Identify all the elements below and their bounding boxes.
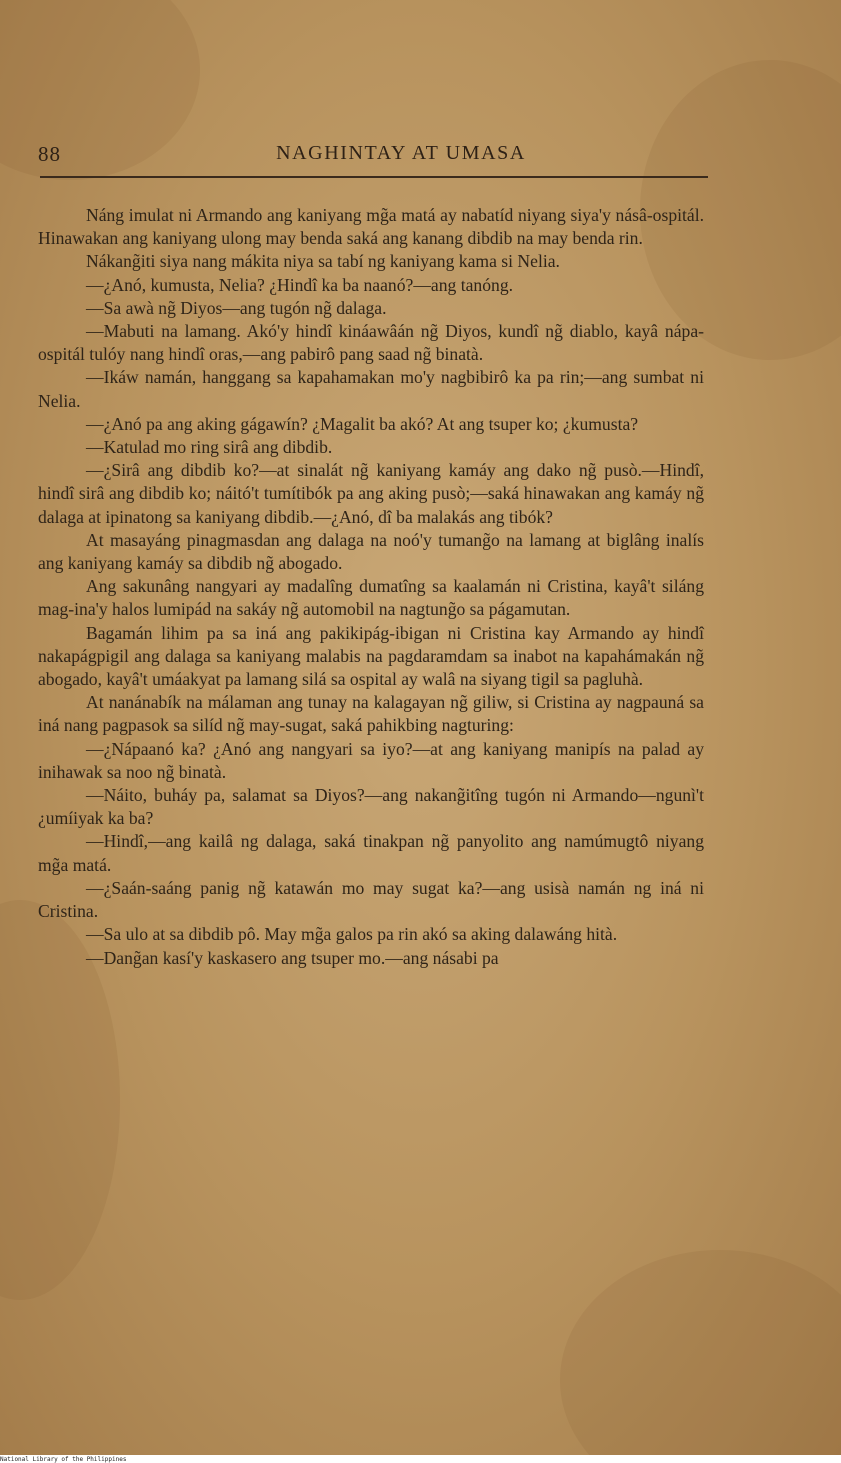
paragraph: —Sa awà ng̃ Diyos—ang tugón ng̃ dalaga. — [86, 297, 387, 318]
paragraph: —Mabuti na lamang. Akó'y hindî kináawâán ng̃ Diyos, kundî ng̃ diablo, kayâ nápa-ospitál tulóy nang hindî oras,—ang pabirô pang saad ng̃ binatà. — [38, 321, 704, 365]
page-header — [36, 140, 706, 170]
body-text — [38, 204, 704, 970]
paragraph: —¿Sirâ ang dibdib ko?—at sinalát ng̃ kaniyang kamáy ang dako ng̃ pusò.—Hindî, hindî sirâ ang dibdib ko; náitó't tumítibók pa ang aking pusò;—saká hinawakan ang kamáy ng̃ dalaga at ipinatong sa kaniyang dibdib.—¿Anó, dî ba malakás ang tibók? — [38, 460, 704, 527]
paragraph: —Katulad mo ring sirâ ang dibdib. — [86, 437, 333, 458]
header-rule — [40, 176, 708, 178]
paragraph: Bagamán lihim pa sa iná ang pakikipág-ibigan ni Cristina kay Armando ay hindî nakapágpigil ang dalaga sa kaniyang malabis na pagdaramdam sa inabot na kapahámakán ng̃ abogado, kayâ't umáakyat pa lamang silá sa ospital ay walâ na siyang tigil sa pagluhà. — [38, 622, 704, 690]
running-title: NAGHINTAY AT UMASA — [276, 142, 526, 164]
page-number: 88 — [38, 142, 61, 166]
paper-stain — [560, 1250, 841, 1455]
paragraph: At masayáng pinagmasdan ang dalaga na noó'y tumang̃o na lamang at biglâng inalís ang kaniyang kamáy sa dibdib ng̃ abogado. — [38, 529, 704, 574]
paragraph: —Náito, buháy pa, salamat sa Diyos?—ang nakang̃itîng tugón ni Armando—ngunì't ¿umíiyak ka ba? — [38, 785, 704, 829]
paragraph: —¿Anó pa ang aking gágawín? ¿Magalit ba akó? At ang tsuper ko; ¿kumusta? — [86, 413, 639, 434]
paragraph: —Sa ulo at sa dibdib pô. May mg̃a galos pa rin akó sa aking dalawáng hità. — [86, 924, 618, 945]
paragraph: Náng imulat ni Armando ang kaniyang mg̃a matá ay nabatíd niyang siya'y násâ-ospitál. Hinawakan ang kaniyang ulong may benda saká ang kanang dibdib na may benda rin. — [38, 205, 704, 249]
paragraph: —¿Nápaanó ka? ¿Anó ang nangyari sa iyo?—at ang kaniyang manipís na palad ay inihawak sa noo ng̃ binatà. — [38, 738, 704, 782]
paragraph: Nákang̃iti siya nang mákita niya sa tabí ng kaniyang kama si Nelia. — [86, 251, 560, 272]
paragraph: —¿Saán-saáng panig ng̃ katawán mo may sugat ka?—ang usisà namán ng iná ni Cristina. — [38, 877, 704, 922]
paragraph: —Dang̃an kasí'y kaskasero ang tsuper mo.—ang násabi pa — [86, 947, 499, 968]
paragraph: At nanánabík na málaman ang tunay na kalagayan ng̃ giliw, si Cristina ay nagpauná sa iná nang pagpasok sa silíd ng̃ may-sugat, saká pahikbing nagturing: — [38, 692, 704, 736]
paragraph: —Hindî,—ang kailâ ng dalaga, saká tinakpan ng̃ panyolito ang namúmugtô niyang mg̃a matá. — [38, 831, 704, 875]
paragraph: —Ikáw namán, hanggang sa kapahamakan mo'y nagbibirô ka pa rin;—ang sumbat ni Nelia. — [38, 367, 704, 411]
footer-credit: National Library of the Philippines — [0, 1456, 127, 1463]
paragraph: —¿Anó, kumusta, Nelia? ¿Hindî ka ba naanó?—ang tanóng. — [86, 274, 514, 295]
paragraph: Ang sakunâng nangyari ay madalîng dumatîng sa kaalamán ni Cristina, kayâ't siláng mag-ina'y halos lumipád na sakáy ng̃ automobil na nagtung̃o sa págamutan. — [38, 576, 704, 620]
